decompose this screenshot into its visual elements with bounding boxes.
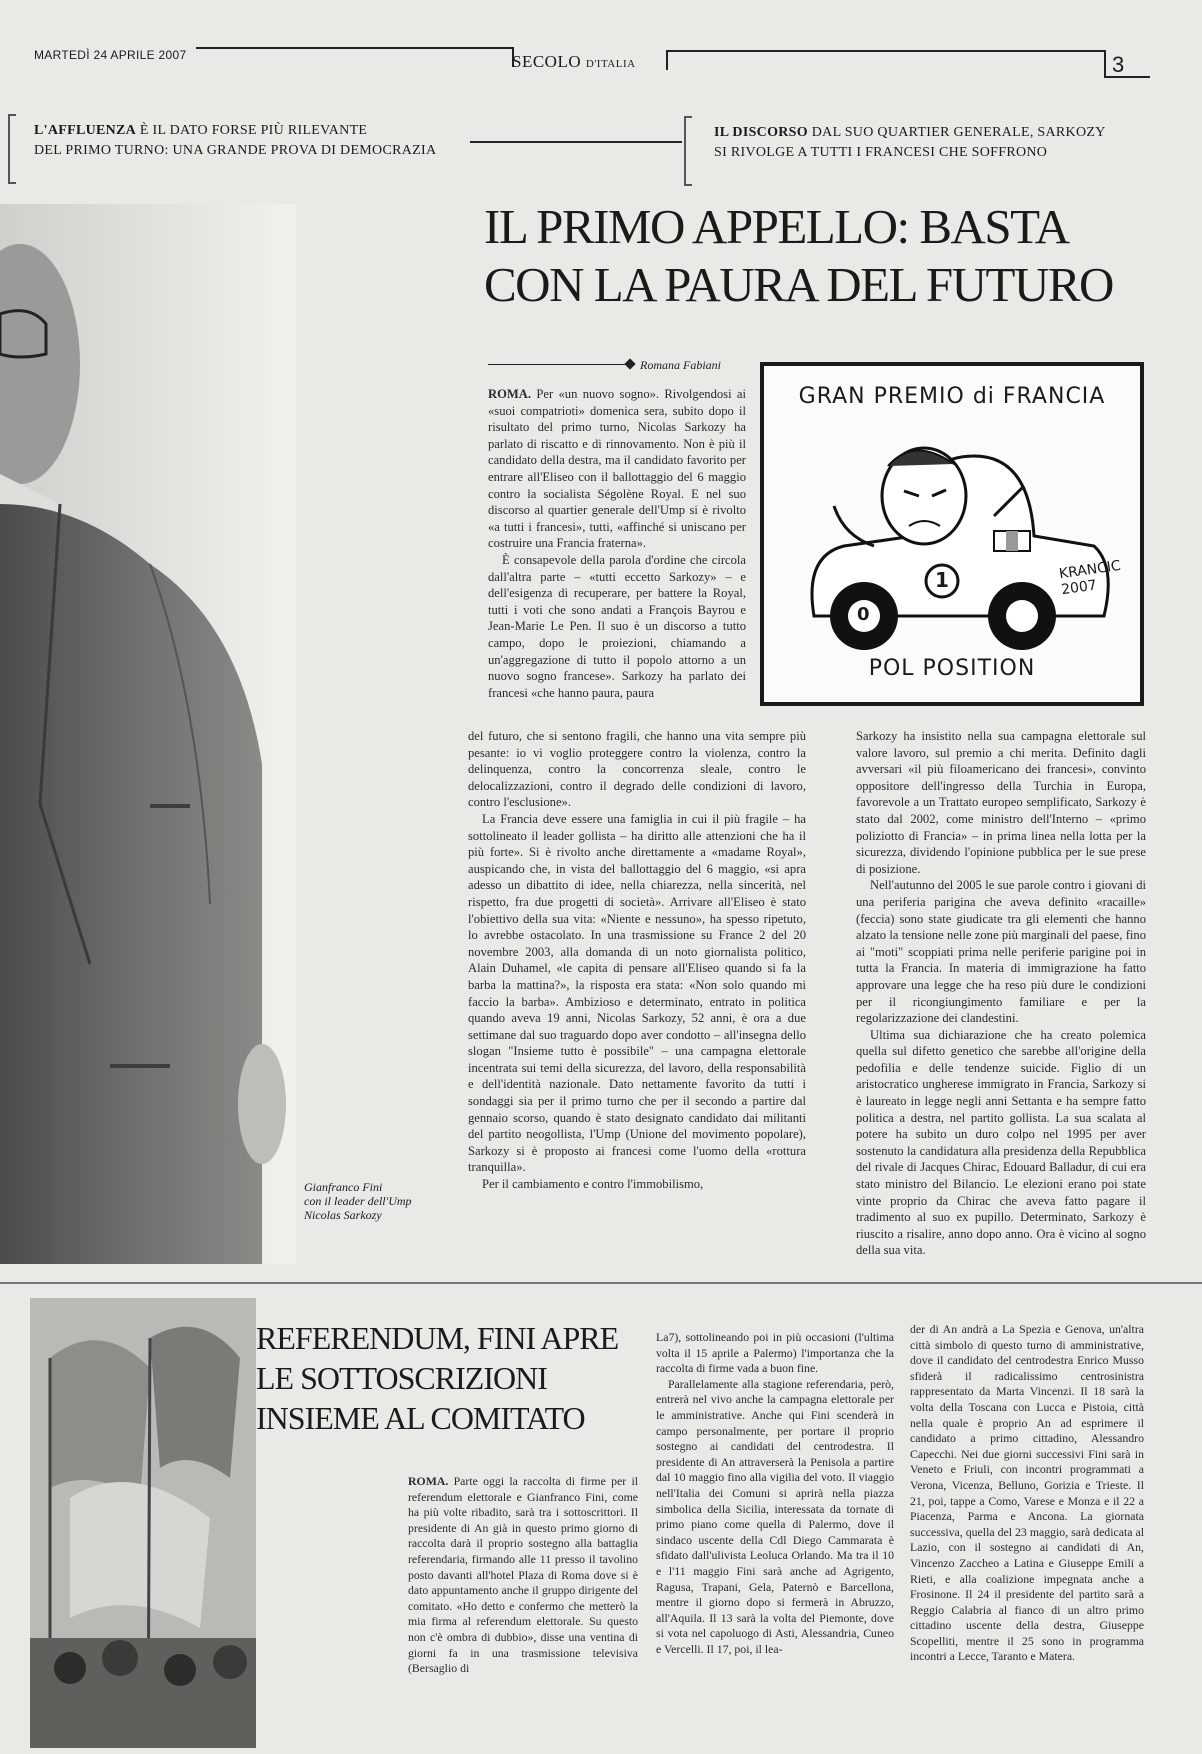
kicker-right-line2: SI RIVOLGE A TUTTI I FRANCESI CHE SOFFRONO bbox=[714, 145, 1048, 160]
article-col2-p2: La Francia deve essere una famiglia in cui il più fragile – ha sottolineato il leader gollista – ha diritto alle attenzioni che ha il più forte». Si è rivolto anche direttamente a «madame Royal», auspicando che, in vista del ballottaggio del 6 maggio, «si apra adesso un dibattito di idee, nella chiarezza, nella sincerità, nel rispetto, fra due progetti di società». Arrivare all'Eliseo è stato l'obiettivo della sua vita: «Niente e nessuno», ha spesso ripetuto, lo avrebbe ostacolato. In una trasmissione su France 2 del 20 novembre 2003, alla domanda di un noto giornalista politico, Alain Duhamel, «le capita di pensare all'Eliseo quando si fa la barba la mattina?», la risposta era stata: «Non solo quando mi faccio la barba». Ambizioso e determinato, entrato in politica quando aveva 19 anni, Nicolas Sarkozy, 52 anni, è ora a due settimane dal suo traguardo dopo aver condotto – all'insegna dello slogan "Insieme tutto è possibile" – una campagna elettorale incentrata sui temi della sicurezza, del lavoro, della responsabilità e dell'identità nazionale. Dato nettamente favorito da tutti i sondaggi sia per il primo turno che per il secondo a partire dal gennaio scorso, quando è stato designato candidato dai militanti del partito neogollista, l'Ump (Unione del movimento popolare), Sarkozy si è proposto ai francesi come l'uomo della «rottura tranquilla». bbox=[468, 811, 806, 1175]
kicker-left bbox=[34, 121, 484, 161]
kicker-right-rest: DAL SUO QUARTIER GENERALE, SARKOZY bbox=[807, 125, 1106, 140]
photo-caption bbox=[304, 1180, 444, 1222]
cartoon-signature-year: 2007 bbox=[1060, 577, 1098, 599]
referendum-col3-p1: der di An andrà a La Spezia e Genova, un'altra città simbolo di questo turno di amministrative, dove il candidato del centrodestra Enrico Musso sfiderà il radicalissimo centrosinistra rappresentato da Marta Vincenzi. Il 18 sarà la volta della Toscana con Lucca e Pistoia, città nella quale è proprio An ad esprimere il candidato a primo cittadino, Alessandro Capecchi. Nei due giorni successivi Fini sarà in Veneto e Friuli, con incontri programmati a Verona, Vicenza, Belluno, Gorizia e Trieste. Il 21, poi, tappe a Como, Varese e Monza e il 22 a Piacenza, Parma e Ancona. La giornata successiva, quella del 23 maggio, sarà dedicata al Lazio, con il sostegno ai candidati di An, Vincenzo Zaccheo a Latina e Giuseppe Emili a Rieti, e alla coalizione impegnata anche a Frosinone. Il 24 il presidente del partito sarà a Reggio Calabria al fianco di un altro primo cittadino uscente della destra, Giuseppe Scopelliti, mentre il 25 sono in programma incontri a Lecce, Taranto e Matera. bbox=[910, 1322, 1144, 1664]
kicker-left-rest: È IL DATO FORSE PIÙ RILEVANTE bbox=[136, 123, 368, 138]
cartoon-footer: POL POSITION bbox=[868, 656, 1036, 681]
cartoon-drawing bbox=[764, 366, 1140, 702]
photo-caption-line2: con il leader dell'Ump bbox=[304, 1194, 412, 1208]
referendum-dateline: ROMA. bbox=[408, 1474, 449, 1488]
cartoon bbox=[760, 362, 1144, 706]
article-col2-p1: del futuro, che si sentono fragili, che hanno una vita sempre più pesante: io vi voglio proteggere contro la violenza, contro la delinquenza, contro la concorrenza sleale, contro le delocalizzazioni, contro il degrado delle condizioni di lavoro, contro l'esclusione». bbox=[468, 729, 806, 810]
referendum-column-3 bbox=[910, 1322, 1144, 1665]
main-photo bbox=[0, 204, 296, 1264]
main-headline bbox=[484, 198, 1184, 314]
publication-name bbox=[512, 52, 636, 72]
referendum-headline bbox=[256, 1318, 636, 1438]
kicker-right bbox=[714, 123, 1184, 163]
cartoon-car-number: 1 bbox=[935, 568, 949, 592]
kicker-left-line2: DEL PRIMO TURNO: UNA GRANDE PROVA DI DEMOCRAZIA bbox=[34, 143, 437, 158]
article-dateline: ROMA. bbox=[488, 387, 532, 401]
section-divider bbox=[0, 1282, 1202, 1284]
referendum-column-1 bbox=[408, 1474, 638, 1677]
kicker-left-bracket bbox=[8, 114, 16, 184]
kicker-right-line1 bbox=[714, 123, 1184, 143]
referendum-col1-p1 bbox=[408, 1474, 638, 1677]
article-col3-p2: Nell'autunno del 2005 le sue parole contro i giovani di una periferia parigina che aveva definito «racaille» (feccia) sono state giudicate tra gli elementi che hanno alzato la tensione nelle zone più marginali del paese, fino ai "moti" scoppiati prima nelle periferie parigine poi in tutta la Francia. In materia di immigrazione ha fatto approvare una legge che ha reso più dure le condizioni per il ricongiungimento familiare e per la regolarizzazione dei clandestini. bbox=[856, 878, 1146, 1026]
byline: Romana Fabiani bbox=[640, 358, 721, 372]
kicker-right-bracket bbox=[684, 116, 692, 186]
referendum-col2-p1: La7), sottolineando poi in più occasioni (l'ultima volta il 15 aprile a Palermo) l'importanza che la raccolta di firme vada a buon fine. bbox=[656, 1330, 894, 1376]
article-col3-p3: Ultima sua dichiarazione che ha creato polemica quella sul difetto genetico che sarebbe all'origine della pedofilia e delle tendenze suicide. Figlio di un aristocratico ungherese immigrato in Francia, Sarkozy si è laureato in legge negli anni Settanta e ha sempre fatto politica a destra, nel partito gollista. La sua scalata al potere ha subito un duro colpo nel 1995 per aver sostenuto la candidatura alla presidenza della Repubblica del rivale di Jacques Chirac, Edouard Balladur, di cui era stato ministro del Bilancio. Le elezioni erano poi state vinte proprio da Chirac che aveva fatto pagare il tradimento al suo ex pupillo. Determinato, Sarkozy è riuscito a risalire, anno dopo anno. Ora è vicino al sogno della sua vita. bbox=[856, 1027, 1146, 1258]
referendum-col1-text: Parte oggi la raccolta di firme per il referendum elettorale e Gianfranco Fini, come ha più volte ribadito, sarà tra i sottoscrittori. Il presidente di An già in questo primo giorno di raccolta darà il proprio sostegno alla battaglia referendaria, firmando alle 11 presso il tavolino posto davanti all'hotel Plaza di Roma dove si è dato appuntamento anche il gruppo dirigente del comitato. «Ho detto e confermo che metterò la mia firma al referendum elettorale. Su questo non c'è ombra di dubbio», disse una ventina di giorni fa in una trasmissione televisiva (Bersaglio di bbox=[408, 1474, 638, 1676]
article-col2-p3: Per il cambiamento e contro l'immobilismo, bbox=[482, 1177, 704, 1192]
issue-date: MARTEDÌ 24 APRILE 2007 bbox=[34, 48, 187, 62]
kicker-left-line1 bbox=[34, 121, 484, 141]
kicker-left-lead: L'AFFLUENZA bbox=[34, 123, 137, 138]
article-col1-p2: È consapevole della parola d'ordine che circola dall'altra parte – «tutti eccetto Sarkozy» – e dell'esigenza di recuperare, per battere la Royal, tutti i voti che sono andati a François Bayrou e Jean-Marie Le Pen. Il suo è un discorso a tutto campo, dopo le proiezioni, chiamando a un'aggregazione di tutto il popolo attorno a un nuovo sogno francese». Sarkozy ha parlato dei francesi «che hanno paura, paura bbox=[488, 552, 746, 700]
article-paragraph bbox=[488, 386, 746, 552]
page-number: 3 bbox=[1112, 52, 1125, 77]
kicker-right-lead: IL DISCORSO bbox=[714, 125, 808, 140]
kicker-left-rule bbox=[470, 141, 682, 143]
referendum-photo-image bbox=[30, 1298, 256, 1748]
referendum-headline-line1: REFERENDUM, FINI APRE bbox=[256, 1320, 619, 1356]
article-col1-p1: Per «un nuovo sogno». Rivolgendosi ai «suoi compatrioti» domenica sera, subito dopo il risultato del primo turno, Nicolas Sarkozy ha parlato di riscatto e di rinnovamento. Non è più il candidato della destra, ma il candidato favorito per entrare all'Eliseo con il ballottaggio del 6 maggio contro la socialista Ségolène Royal. E nel suo discorso al quartier generale dell'Ump si è rivolto «a tutti i francesi», tutti, «affinché si uniscano per costruire una Francia fraterna». bbox=[488, 387, 746, 551]
main-headline-line2: CON LA PAURA DEL FUTURO bbox=[484, 257, 1113, 312]
referendum-col2-p2: Parallelamente alla stagione referendaria, però, entrerà nel vivo anche la campagna elettorale per le amministrative. Anche qui Fini scenderà in campo personalmente, per portare il proprio sostegno ai candidati del centrodestra. Il presidente di An attraverserà la Penisola a partire dal 10 maggio fino alla vigilia del voto. Il viaggio nell'Italia dei Comuni si aprirà nella piazza simbolica della Sicilia, interessata da tornate di primo piano come quella di Palermo, dove il sindaco uscente della Cdl Diego Cammarata è sfidato dall'ulivista Leoluca Orlando. Ma tra il 10 e l'11 maggio Fini sarà anche ad Agrigento, Ragusa, Trapani, Gela, Paternò e Barcellona, mentre il giorno dopo si fermerà in Abruzzo, all'Aquila. Il 13 sarà la volta del Piemonte, dove si vota nel capoluogo di Asti, Alessandria, Cuneo e Vercelli. Il 17, poi, il lea- bbox=[656, 1376, 894, 1656]
photo-caption-line3: Nicolas Sarkozy bbox=[304, 1208, 382, 1222]
article-column-3 bbox=[856, 728, 1146, 1259]
cartoon-title: GRAN PREMIO di FRANCIA bbox=[798, 384, 1106, 409]
cartoon-wheel-label: 0 bbox=[857, 604, 870, 625]
referendum-headline-line3: INSIEME AL COMITATO bbox=[256, 1400, 585, 1436]
page-number-box-bottom bbox=[1104, 76, 1150, 78]
header-rule-left bbox=[196, 47, 514, 49]
photo-caption-line1: Gianfranco Fini bbox=[304, 1180, 383, 1194]
article-column-2 bbox=[468, 728, 806, 1193]
main-headline-line1: IL PRIMO APPELLO: BASTA bbox=[484, 199, 1069, 254]
byline-rule bbox=[488, 364, 628, 365]
referendum-photo bbox=[30, 1298, 256, 1748]
publication-title: SECOLO bbox=[512, 52, 582, 71]
main-photo-image bbox=[0, 204, 296, 1264]
article-col3-p1: Sarkozy ha insistito nella sua campagna elettorale sul valore lavoro, sul premio a chi merita. Definito dagli avversari «il più filoamericano dei francesi», convinto oppositore dell'ingresso della Turchia in Europa, favorevole a un Trattato europeo semplificato, Sarkozy è stato dal 2002, come ministro dell'Interno – «primo poliziotto di Francia» – in prima linea nella lotta per la sicurezza, dividendo l'opinione pubblica per le sue prese di posizione. bbox=[856, 729, 1146, 876]
publication-suffix: D'ITALIA bbox=[585, 58, 636, 70]
page-number-box-left bbox=[1104, 50, 1106, 76]
byline-diamond bbox=[624, 358, 635, 369]
header-rule-right bbox=[666, 50, 1104, 52]
header-tick-right bbox=[666, 52, 668, 70]
article-column-1 bbox=[488, 386, 746, 701]
cartoon-signature-name: KRANCIC bbox=[1058, 557, 1122, 583]
referendum-column-2 bbox=[656, 1330, 894, 1657]
referendum-headline-line2: LE SOTTOSCRIZIONI bbox=[256, 1360, 547, 1396]
